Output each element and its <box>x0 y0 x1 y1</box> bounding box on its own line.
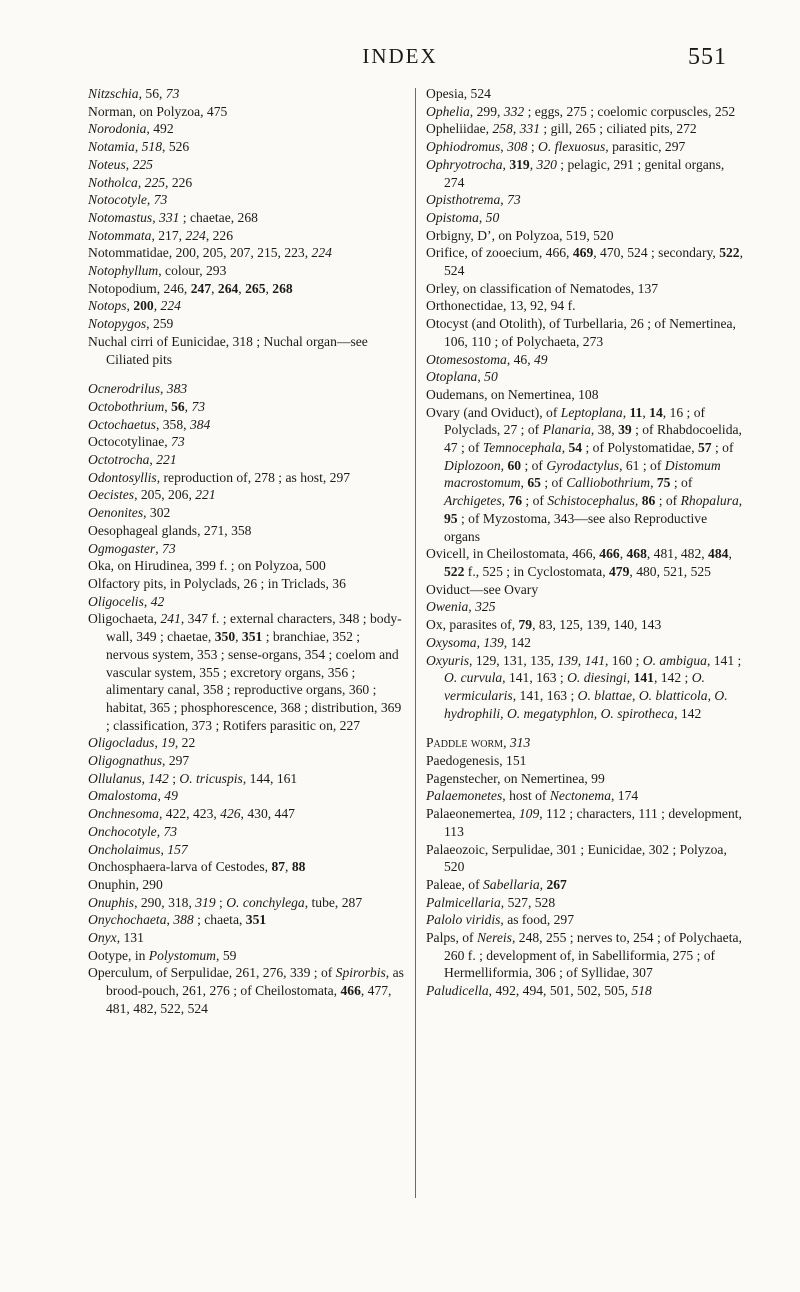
index-entry: Oxysoma, 139, 142 <box>426 634 531 650</box>
index-entry: Oudemans, on Nemertinea, 108 <box>426 386 599 402</box>
page-number: 551 <box>688 44 727 70</box>
index-entry: Palaeonemertea, 109, 112 ; characters, 111 ; development, 113 <box>426 806 742 839</box>
index-entry: Palaeozoic, Serpulidae, 301 ; Eunicidae, 302 ; Polyzoa, 520 <box>426 841 727 875</box>
index-entry: Oka, on Hirudinea, 399 f. ; on Polyzoa, 500 <box>88 558 326 574</box>
index-entry: Otocyst (and Otolith), of Turbellaria, 26 ; of Nemertinea, 106, 110 ; of Polychaeta, 273 <box>426 316 736 349</box>
index-entry: Notophyllum, colour, 293 <box>88 263 227 279</box>
index-entry: Oligocladus, 19, 22 <box>88 735 196 751</box>
index-entry: Octocotylinae, 73 <box>88 434 185 450</box>
index-entry: Notopodium, 246, 247, 264, 265, 268 <box>88 280 293 296</box>
index-entry: Notocotyle, 73 <box>88 192 168 208</box>
index-entry: Operculum, of Serpulidae, 261, 276, 339 ; of Spirorbis, as brood-pouch, 261, 276 ; of Cheilostomata, 466, 477, 481, 482, 522, 524 <box>88 965 404 1016</box>
index-entry: Onuphin, 290 <box>88 876 163 892</box>
index-entry: Otoplana, 50 <box>426 369 498 385</box>
index-entry: Ox, parasites of, 79, 83, 125, 139, 140, 143 <box>426 617 662 633</box>
index-entry: Oviduct—see Ovary <box>426 581 539 597</box>
index-entry: Paludicella, 492, 494, 501, 502, 505, 518 <box>426 983 652 999</box>
index-entry: Notomastus, 331 ; chaetae, 268 <box>88 209 258 225</box>
index-entry: Ollulanus, 142 ; O. tricuspis, 144, 161 <box>88 770 298 786</box>
index-entry: Otomesostoma, 46, 49 <box>426 351 548 367</box>
index-entry: Nuchal cirri of Eunicidae, 318 ; Nuchal organ—see Ciliated pits <box>88 333 368 367</box>
index-entry: Noteus, 225 <box>88 156 153 172</box>
index-entry: Paedogenesis, 151 <box>426 753 527 769</box>
index-entry: Octobothrium, 56, 73 <box>88 398 206 414</box>
index-entry: Pagenstecher, on Nemertinea, 99 <box>426 770 605 786</box>
index-entry: Nitzschia, 56, 73 <box>88 86 180 101</box>
index-entry: Opheliidae, 258, 331 ; gill, 265 ; ciliated pits, 272 <box>426 121 697 137</box>
index-entry: Oenonites, 302 <box>88 505 171 521</box>
index-entry: Ootype, in Polystomum, 59 <box>88 947 237 963</box>
index-entry: Ovary (and Oviduct), of Leptoplana, 11, 14, 16 ; of Polyclads, 27 ; of Planaria, 38, 39 ; of Rhabdocoelida, 47 ; of Temnocephala, 54 ; of Polystomatidae, 57 ; of Diplozoon, 60 ; of Gyrodactylus, 61 ; of Distomum macrostomum, 65 ; of Calliobothrium, 75 ; of Archigetes, 76 ; of Schistocephalus, 86 ; of Rhopalura, 95 ; of Myzostoma, 343—see also Reproductive organs <box>426 404 743 544</box>
running-head: INDEX <box>362 44 438 68</box>
index-entry: Ophryotrocha, 319, 320 ; pelagic, 291 ; genital organs, 274 <box>426 156 725 190</box>
index-entry: Notops, 200, 224 <box>88 298 181 314</box>
index-entry: Oligocelis, 42 <box>88 593 165 609</box>
index-entry: Orbigny, D’, on Polyzoa, 519, 520 <box>426 227 614 243</box>
index-entry: Orifice, of zooecium, 466, 469, 470, 524 ; secondary, 522, 524 <box>426 245 743 279</box>
index-entry: Onchocotyle, 73 <box>88 823 178 839</box>
index-entry: Odontosyllis, reproduction of, 278 ; as host, 297 <box>88 469 351 485</box>
index-entry: Onchnesoma, 422, 423, 426, 430, 447 <box>88 806 295 822</box>
index-entry: Onuphis, 290, 318, 319 ; O. conchylega, tube, 287 <box>88 894 363 910</box>
index-entry: Notholca, 225, 226 <box>88 174 193 190</box>
index-entry: Paleae, of Sabellaria, 267 <box>426 876 567 892</box>
index-entry: Notamia, 518, 526 <box>88 139 190 155</box>
index-entry: Opistoma, 50 <box>426 209 500 225</box>
index-entry: Omalostoma, 49 <box>88 788 178 804</box>
index-entry: Onyx, 131 <box>88 930 144 946</box>
index-entry: Oligognathus, 297 <box>88 753 190 769</box>
right-index-column <box>426 85 746 1000</box>
index-entry: Notopygos, 259 <box>88 316 174 332</box>
index-entry: Palps, of Nereis, 248, 255 ; nerves to, 254 ; of Polychaeta, 260 f. ; development of, in Sabelliformia, 275 ; of Hermelliformia, 306 ; of Syllidae, 307 <box>426 930 742 981</box>
index-entry: Notommatidae, 200, 205, 207, 215, 223, 224 <box>88 245 332 261</box>
index-entry: Ogmogaster, 73 <box>88 540 176 556</box>
index-entry: Oesophageal glands, 271, 358 <box>88 522 252 538</box>
index-entry: Opesia, 524 <box>426 86 491 101</box>
index-entry: Oxyuris, 129, 131, 135, 139, 141, 160 ; O. ambigua, 141 ; O. curvula, 141, 163 ; O. diesingi, 141, 142 ; O. vermicularis, 141, 163 ; O. blattae, O. blatticola, O. hydrophili, O. megatyphlon, O. spirotheca, 142 <box>426 652 742 721</box>
index-entry: Ovicell, in Cheilostomata, 466, 466, 468, 481, 482, 484, 522 f., 525 ; in Cyclostomata, 479, 480, 521, 525 <box>426 546 732 579</box>
index-entry: Ophiodromus, 308 ; O. flexuosus, parasitic, 297 <box>426 139 686 155</box>
index-entry: Oecistes, 205, 206, 221 <box>88 487 216 503</box>
index-entry: Orthonectidae, 13, 92, 94 f. <box>426 298 576 314</box>
index-entry: Ophelia, 299, 332 ; eggs, 275 ; coelomic corpuscles, 252 <box>426 103 736 119</box>
index-entry: Norodonia, 492 <box>88 121 174 137</box>
index-entry: Onchosphaera-larva of Cestodes, 87, 88 <box>88 859 306 875</box>
index-entry: Notommata, 217, 224, 226 <box>88 227 234 243</box>
column-divider <box>415 88 416 1198</box>
index-entry: Oligochaeta, 241, 347 f. ; external characters, 348 ; body-wall, 349 ; chaetae, 350, 351 ; branchiae, 352 ; nervous system, 353 ; sense-organs, 354 ; coelom and vascular system, 355 ; excretory organs, 356 ; alimentary canal, 358 ; reproductive organs, 360 ; habitat, 365 ; phosphorescence, 368 ; distribution, 369 ; classification, 373 ; Rotifers parasitic on, 227 <box>88 611 402 733</box>
left-index-column <box>88 85 406 1018</box>
index-entry: Olfactory pits, in Polyclads, 26 ; in Triclads, 36 <box>88 575 346 591</box>
index-entry: Owenia, 325 <box>426 599 496 615</box>
index-entry: Opisthotrema, 73 <box>426 192 521 208</box>
index-entry: Norman, on Polyzoa, 475 <box>88 103 228 119</box>
index-entry: Palolo viridis, as food, 297 <box>426 912 575 928</box>
index-entry: Onychochaeta, 388 ; chaeta, 351 <box>88 912 267 928</box>
index-entry: Paddle worm, 313 <box>426 735 531 751</box>
index-entry: Octotrocha, 221 <box>88 452 177 468</box>
index-entry: Palaemonetes, host of Nectonema, 174 <box>426 788 639 804</box>
index-entry: Orley, on classification of Nematodes, 137 <box>426 280 659 296</box>
index-entry: Octochaetus, 358, 384 <box>88 416 211 432</box>
index-entry: Palmicellaria, 527, 528 <box>426 894 556 910</box>
index-entry: Oncholaimus, 157 <box>88 841 188 857</box>
index-entry: Ocnerodrilus, 383 <box>88 381 188 397</box>
